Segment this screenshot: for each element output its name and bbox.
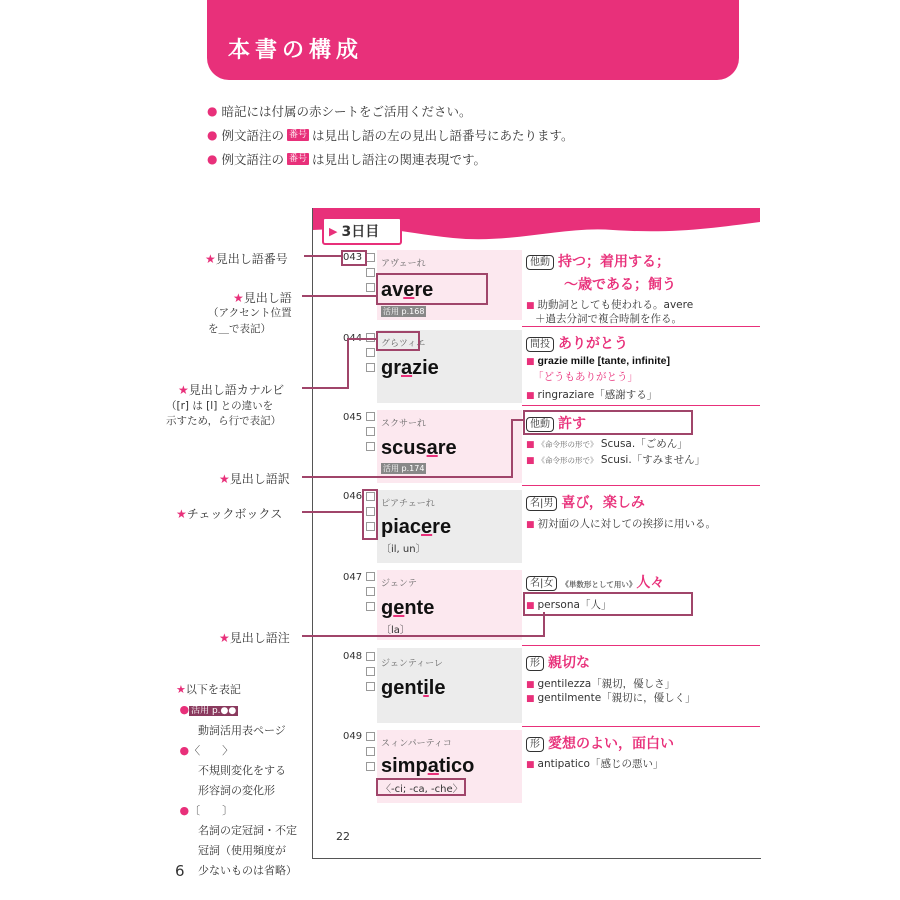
conjugation-tag: 活用 p.168 <box>383 307 425 316</box>
headword-note: ■ 《命令形の形で》 Scusi.「すみません」 <box>526 454 706 466</box>
adjective-forms: 〈-ci; -ca, -che〉 <box>381 784 463 795</box>
headword-translation: 名|女 《単数形として用い》人々 <box>526 572 664 592</box>
headword-kana: スィンパーティコ <box>381 739 452 749</box>
intro-item: ● 例文語注の 番号 は見出し語の左の見出し語番号にあたります。 <box>207 128 574 143</box>
headword: piacere <box>381 516 452 538</box>
entry-number: 048 <box>343 651 363 662</box>
label-headword-sub: （アクセント位置 <box>208 307 292 319</box>
headword-note: ■ 助動詞としても使われる。avere <box>526 299 694 311</box>
entry-number: 044 <box>343 333 363 344</box>
inner-page-number: 22 <box>336 830 350 843</box>
headword-note: ■ gentilmente「親切に，優しく」 <box>526 692 696 704</box>
intro-item: ● 暗記には付属の赤シートをご活用ください。 <box>207 104 472 119</box>
headword-translation: ～歳である；飼う <box>564 277 676 293</box>
page-title: 本書の構成 <box>228 38 364 63</box>
headword: scusare <box>381 437 457 459</box>
headword: gentile <box>381 677 446 699</box>
headword: grazie <box>381 357 439 379</box>
number-tag: 番号 <box>289 130 308 140</box>
label-checkbox: ★チェックボックス <box>176 507 283 521</box>
headword-note: ■ gentilezza「親切，優しさ」 <box>526 678 676 690</box>
article-note: 〔il, un〕 <box>381 544 426 555</box>
label-headword-sub: を＿で表記） <box>208 323 271 335</box>
headword-note: 「どうもありがとう」 <box>533 371 638 383</box>
label-kana-sub: 示すため，ら行で表記） <box>166 415 282 427</box>
headword-translation: 他動 許す <box>526 413 586 433</box>
legend-tag: 活用 p.●● <box>191 706 237 716</box>
intro-item: ● 例文語注の 番号 は見出し語注の関連表現です。 <box>207 152 487 167</box>
headword-translation: 形 親切な <box>526 652 590 672</box>
day-tab: ▶ 3日目 <box>322 217 402 245</box>
headword-note: ■ persona「人」 <box>526 599 612 611</box>
headword-translation: 名|男 喜び，楽しみ <box>526 492 645 512</box>
headword-note: ■ 《命令形の形で》 Scusa.「ごめん」 <box>526 438 688 450</box>
headword-note: ■ antipatico「感じの悪い」 <box>526 758 664 770</box>
headword-note: ■ 初対面の人に対しての挨拶に用いる。 <box>526 518 717 530</box>
number-tag: 番号 <box>289 154 308 164</box>
headword-kana: グらツィエ <box>381 339 426 349</box>
label-kana-sub: （[r] は [l] との違いを <box>166 400 274 412</box>
label-note: ★見出し語注 <box>219 631 290 645</box>
label-translation: ★見出し語訳 <box>219 472 290 486</box>
headword-kana: ジェンテ <box>381 579 417 589</box>
headword-translation: 他動 持つ；着用する； <box>526 251 670 271</box>
headword: gente <box>381 597 435 619</box>
headword-translation: 形 愛想のよい，面白い <box>526 733 674 753</box>
label-headword-number: ★見出し語番号 <box>205 252 288 266</box>
headword-kana: ピアチェーれ <box>381 499 435 509</box>
entry-number: 049 <box>343 731 363 742</box>
page-number: 6 <box>175 862 185 880</box>
headword: avere <box>381 279 434 301</box>
headword-kana: アヴェーれ <box>381 259 426 269</box>
headword-translation: 間投 ありがとう <box>526 333 628 353</box>
entry-number: 046 <box>343 491 363 502</box>
headword: simpatico <box>381 755 475 777</box>
headword-kana: ジェンティーレ <box>381 659 443 669</box>
entry-number: 045 <box>343 412 363 423</box>
headword-note: ■ grazie mille [tante, infinite] <box>526 355 670 367</box>
label-headword: ★見出し語 <box>233 291 292 305</box>
entry-number: 043 <box>343 252 363 263</box>
entry-number: 047 <box>343 572 363 583</box>
headword-note: ■ ringraziare「感謝する」 <box>526 389 658 401</box>
article-note: 〔la〕 <box>381 625 410 636</box>
headword-kana: スクサーれ <box>381 419 427 429</box>
label-kana: ★見出し語カナルビ <box>178 383 285 397</box>
legend: ★以下を表記 ● 活用 p.●● 動詞活用表ページ ●〈 〉 不規則変化をする 形容詞の変化形 ●〔 〕 名詞の定冠詞・不定 冠詞（使用頻度が 少ないものは省略） <box>176 683 297 877</box>
conjugation-tag: 活用 p.174 <box>383 464 425 473</box>
headword-note: ＋過去分詞で複合時制を作る。 <box>535 313 682 325</box>
